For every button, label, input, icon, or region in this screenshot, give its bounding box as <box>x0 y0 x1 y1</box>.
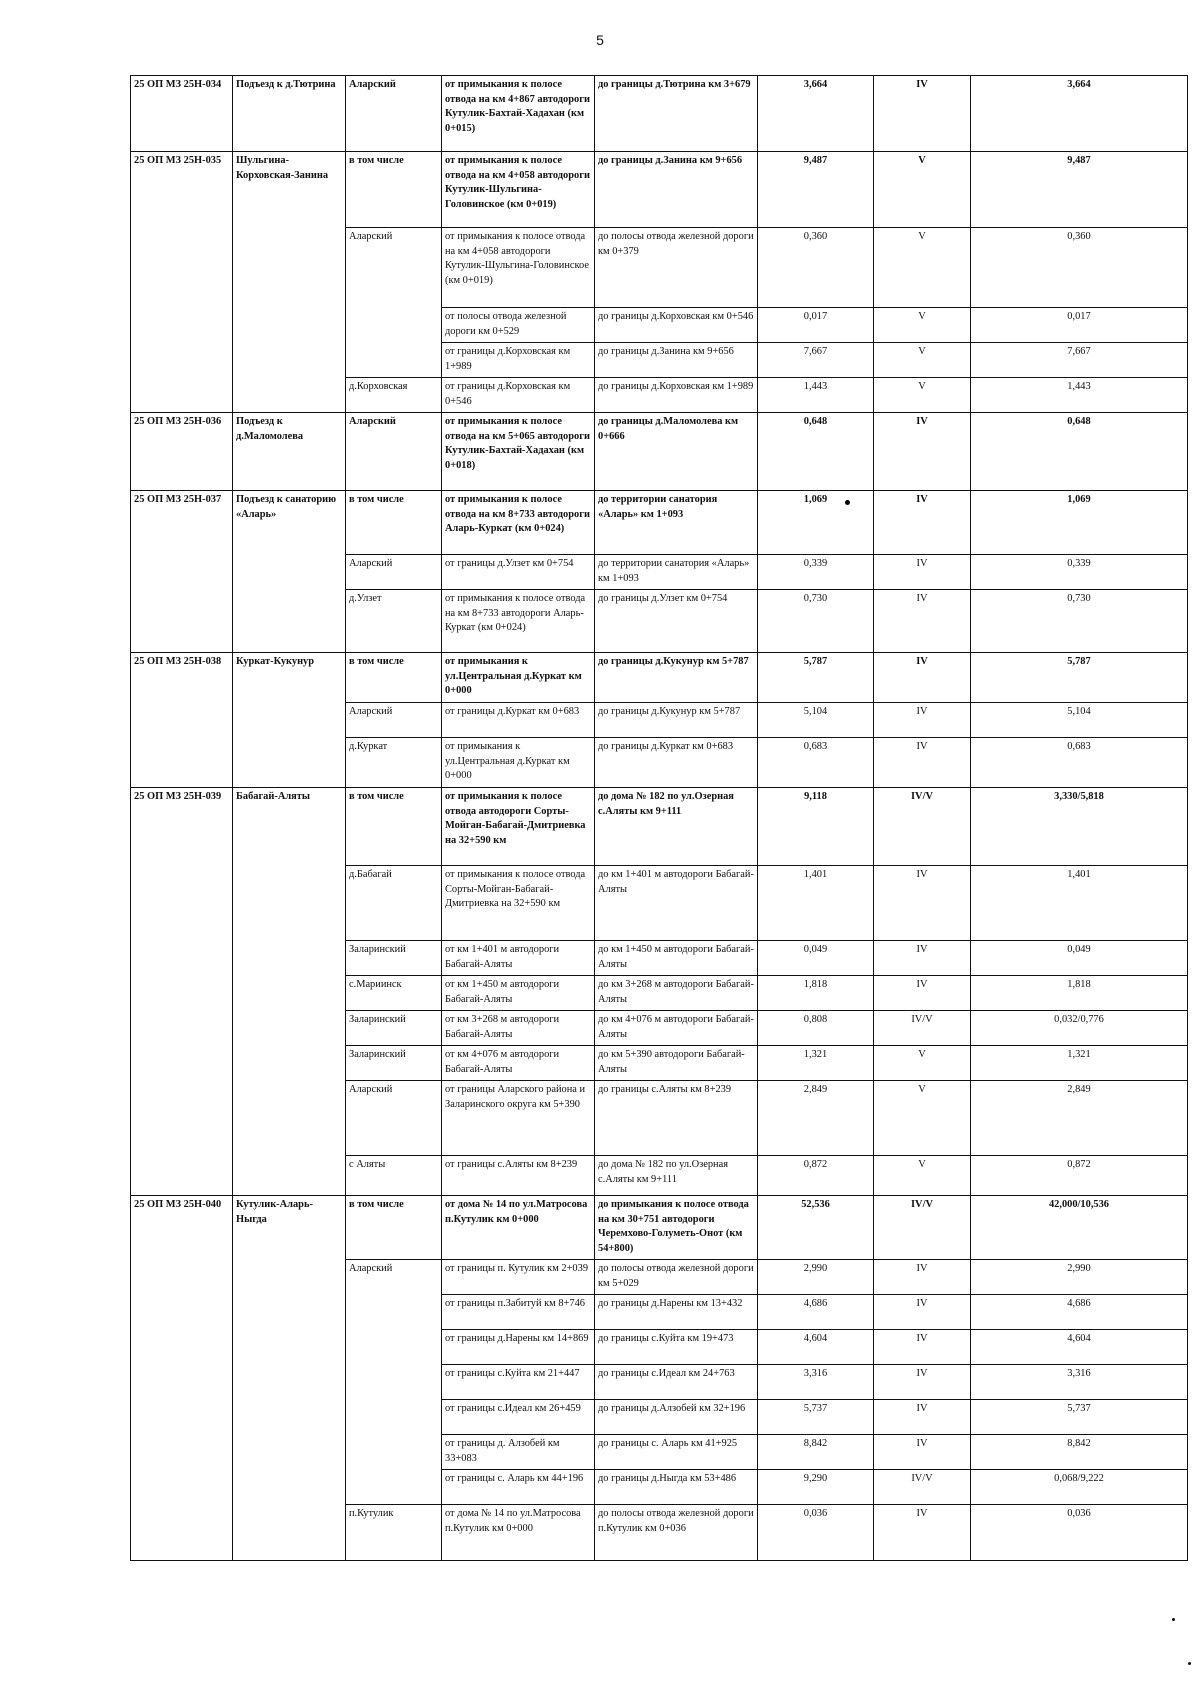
area-cell: Аларский <box>346 703 442 738</box>
category-cell: IV <box>874 1295 971 1330</box>
to-cell: до границы с. Аларь км 41+925 <box>595 1435 758 1470</box>
road-name: Куркат-Кукунур <box>233 653 346 788</box>
to-cell: до границы д.Тютрина км 3+679 <box>595 76 758 152</box>
length-by-category-cell: 3,664 <box>971 76 1188 152</box>
length-cell: 1,321 <box>758 1046 874 1081</box>
category-cell: V <box>874 343 971 378</box>
length-cell: 5,104 <box>758 703 874 738</box>
length-cell: 0,872 <box>758 1156 874 1196</box>
category-cell: V <box>874 152 971 228</box>
length-cell: 4,686 <box>758 1295 874 1330</box>
length-by-category-cell: 0,360 <box>971 228 1188 308</box>
category-cell: V <box>874 228 971 308</box>
length-cell: 7,667 <box>758 343 874 378</box>
length-by-category-cell: 0,683 <box>971 738 1188 788</box>
to-cell: до границы д.Ныгда км 53+486 <box>595 1470 758 1505</box>
area-cell: Заларинский <box>346 1011 442 1046</box>
length-cell: 52,536 <box>758 1196 874 1260</box>
category-cell: IV <box>874 76 971 152</box>
to-cell: до границы д.Улзет км 0+754 <box>595 590 758 653</box>
from-cell: от примыкания к полосе отвода на км 8+733 автодороги Аларь-Куркат (км 0+024) <box>442 491 595 555</box>
length-cell: 0,648 <box>758 413 874 491</box>
length-by-category-cell: 8,842 <box>971 1435 1188 1470</box>
from-cell: от границы д.Нарены км 14+869 <box>442 1330 595 1365</box>
from-cell: от границы д.Улзет км 0+754 <box>442 555 595 590</box>
to-cell: до дома № 182 по ул.Озерная с.Аляты км 9+111 <box>595 1156 758 1196</box>
length-cell: 0,730 <box>758 590 874 653</box>
length-cell: 5,737 <box>758 1400 874 1435</box>
area-cell: Заларинский <box>346 1046 442 1081</box>
length-by-category-cell: 5,787 <box>971 653 1188 703</box>
to-cell: до границы д.Алзобей км 32+196 <box>595 1400 758 1435</box>
to-cell: до дома № 182 по ул.Озерная с.Аляты км 9+111 <box>595 788 758 866</box>
category-cell: V <box>874 378 971 413</box>
from-cell: от км 1+401 м автодороги Бабагай-Аляты <box>442 941 595 976</box>
area-cell: в том числе <box>346 788 442 866</box>
road-code: 25 ОП МЗ 25Н-040 <box>131 1196 233 1561</box>
to-cell: до территории санатория «Аларь» км 1+093 <box>595 491 758 555</box>
area-cell: Аларский <box>346 1081 442 1156</box>
road-name: Подъезд к д.Тютрина <box>233 76 346 152</box>
area-cell: в том числе <box>346 1196 442 1260</box>
from-cell: от примыкания к полосе отвода на км 8+733 автодороги Аларь-Куркат (км 0+024) <box>442 590 595 653</box>
to-cell: до км 4+076 м автодороги Бабагай-Аляты <box>595 1011 758 1046</box>
length-cell: 0,808 <box>758 1011 874 1046</box>
area-cell: Аларский <box>346 1260 442 1505</box>
length-cell: 3,664 <box>758 76 874 152</box>
category-cell: IV <box>874 1260 971 1295</box>
length-by-category-cell: 0,339 <box>971 555 1188 590</box>
to-cell: до границы д.Корховская км 0+546 <box>595 308 758 343</box>
scan-dot <box>845 500 850 505</box>
from-cell: от границы д.Корховская км 1+989 <box>442 343 595 378</box>
length-cell: 2,849 <box>758 1081 874 1156</box>
road-code: 25 ОП МЗ 25Н-036 <box>131 413 233 491</box>
to-cell: до границы с.Идеал км 24+763 <box>595 1365 758 1400</box>
area-cell: д.Улзет <box>346 590 442 653</box>
to-cell: до границы д.Занина км 9+656 <box>595 343 758 378</box>
length-cell: 0,049 <box>758 941 874 976</box>
road-name: Кутулик-Аларь-Ныгда <box>233 1196 346 1561</box>
length-by-category-cell: 9,487 <box>971 152 1188 228</box>
area-cell: с Аляты <box>346 1156 442 1196</box>
area-cell: д.Куркат <box>346 738 442 788</box>
category-cell: IV <box>874 1435 971 1470</box>
length-cell: 8,842 <box>758 1435 874 1470</box>
to-cell: до границы с.Аляты км 8+239 <box>595 1081 758 1156</box>
length-by-category-cell: 1,818 <box>971 976 1188 1011</box>
length-by-category-cell: 4,686 <box>971 1295 1188 1330</box>
length-by-category-cell: 0,049 <box>971 941 1188 976</box>
to-cell: до границы с.Куйта км 19+473 <box>595 1330 758 1365</box>
from-cell: от границы с. Аларь км 44+196 <box>442 1470 595 1505</box>
category-cell: IV <box>874 555 971 590</box>
to-cell: до полосы отвода железной дороги км 0+379 <box>595 228 758 308</box>
length-by-category-cell: 42,000/10,536 <box>971 1196 1188 1260</box>
area-cell: п.Кутулик <box>346 1505 442 1561</box>
scan-speck <box>1172 1618 1175 1621</box>
length-by-category-cell: 2,849 <box>971 1081 1188 1156</box>
to-cell: до км 1+401 м автодороги Бабагай-Аляты <box>595 866 758 941</box>
category-cell: IV <box>874 413 971 491</box>
category-cell: IV <box>874 941 971 976</box>
area-cell: с.Мариинск <box>346 976 442 1011</box>
table-row <box>131 491 1188 555</box>
length-by-category-cell: 0,648 <box>971 413 1188 491</box>
length-cell: 2,990 <box>758 1260 874 1295</box>
length-by-category-cell: 0,730 <box>971 590 1188 653</box>
area-cell: Аларский <box>346 413 442 491</box>
length-cell: 0,339 <box>758 555 874 590</box>
length-by-category-cell: 4,604 <box>971 1330 1188 1365</box>
to-cell: до км 1+450 м автодороги Бабагай-Аляты <box>595 941 758 976</box>
to-cell: до км 5+390 автодороги Бабагай-Аляты <box>595 1046 758 1081</box>
table-row <box>131 653 1188 703</box>
from-cell: от км 4+076 м автодороги Бабагай-Аляты <box>442 1046 595 1081</box>
road-name: Подъезд к д.Маломолева <box>233 413 346 491</box>
table-row <box>131 788 1188 866</box>
road-name: Подъезд к санаторию «Аларь» <box>233 491 346 653</box>
from-cell: от примыкания к полосе отвода автодороги Сорты-Мойган-Бабагай-Дмитриевка на 32+590 км <box>442 788 595 866</box>
category-cell: IV <box>874 491 971 555</box>
table-row <box>131 76 1188 152</box>
length-cell: 3,316 <box>758 1365 874 1400</box>
from-cell: от дома № 14 по ул.Матросова п.Кутулик км 0+000 <box>442 1505 595 1561</box>
roads-table <box>130 75 1188 1561</box>
from-cell: от примыкания к полосе отвода на км 5+065 автодороги Кутулик-Бахтай-Хадахан (км 0+018) <box>442 413 595 491</box>
area-cell: Заларинский <box>346 941 442 976</box>
to-cell: до полосы отвода железной дороги км 5+029 <box>595 1260 758 1295</box>
length-cell: 9,290 <box>758 1470 874 1505</box>
to-cell: до границы д.Корховская км 1+989 <box>595 378 758 413</box>
category-cell: V <box>874 1156 971 1196</box>
from-cell: от границы д.Куркат км 0+683 <box>442 703 595 738</box>
category-cell: IV/V <box>874 1196 971 1260</box>
length-cell: 0,036 <box>758 1505 874 1561</box>
road-code: 25 ОП МЗ 25Н-039 <box>131 788 233 1196</box>
to-cell: до границы д.Кукунур км 5+787 <box>595 653 758 703</box>
road-code: 25 ОП МЗ 25Н-037 <box>131 491 233 653</box>
from-cell: от примыкания к полосе отвода на км 4+058 автодороги Кутулик-Шульгина-Головинское (км 0+019) <box>442 152 595 228</box>
area-cell: Аларский <box>346 76 442 152</box>
road-name: Шульгина-Корховская-Занина <box>233 152 346 413</box>
table-row <box>131 152 1188 228</box>
length-by-category-cell: 3,316 <box>971 1365 1188 1400</box>
category-cell: V <box>874 1046 971 1081</box>
length-by-category-cell: 7,667 <box>971 343 1188 378</box>
from-cell: от границы п.Забитуй км 8+746 <box>442 1295 595 1330</box>
area-cell: Аларский <box>346 228 442 378</box>
category-cell: IV <box>874 738 971 788</box>
length-by-category-cell: 0,017 <box>971 308 1188 343</box>
length-cell: 1,818 <box>758 976 874 1011</box>
category-cell: IV <box>874 1330 971 1365</box>
area-cell: в том числе <box>346 491 442 555</box>
road-code: 25 ОП МЗ 25Н-034 <box>131 76 233 152</box>
length-by-category-cell: 0,036 <box>971 1505 1188 1561</box>
length-cell: 1,069 <box>758 491 874 555</box>
category-cell: IV <box>874 1400 971 1435</box>
from-cell: от км 1+450 м автодороги Бабагай-Аляты <box>442 976 595 1011</box>
length-cell: 0,017 <box>758 308 874 343</box>
category-cell: IV/V <box>874 788 971 866</box>
length-cell: 4,604 <box>758 1330 874 1365</box>
area-cell: Аларский <box>346 555 442 590</box>
length-cell: 5,787 <box>758 653 874 703</box>
category-cell: IV/V <box>874 1011 971 1046</box>
category-cell: V <box>874 1081 971 1156</box>
category-cell: V <box>874 308 971 343</box>
category-cell: IV <box>874 866 971 941</box>
from-cell: от дома № 14 по ул.Матросова п.Кутулик км 0+000 <box>442 1196 595 1260</box>
from-cell: от примыкания к полосе отвода на км 4+058 автодороги Кутулик-Шульгина-Головинское (км 0+019) <box>442 228 595 308</box>
scan-speck <box>1188 1662 1191 1665</box>
road-code: 25 ОП МЗ 25Н-038 <box>131 653 233 788</box>
to-cell: до границы д.Маломолева км 0+666 <box>595 413 758 491</box>
road-code: 25 ОП МЗ 25Н-035 <box>131 152 233 413</box>
length-cell: 1,443 <box>758 378 874 413</box>
to-cell: до полосы отвода железной дороги п.Кутулик км 0+036 <box>595 1505 758 1561</box>
page-number: 5 <box>596 32 604 48</box>
length-by-category-cell: 1,443 <box>971 378 1188 413</box>
to-cell: до границы д.Кукунур км 5+787 <box>595 703 758 738</box>
length-cell: 0,683 <box>758 738 874 788</box>
length-by-category-cell: 1,321 <box>971 1046 1188 1081</box>
from-cell: от примыкания к ул.Центральная д.Куркат км 0+000 <box>442 653 595 703</box>
from-cell: от примыкания к полосе отвода Сорты-Мойган-Бабагай-Дмитриевка на 32+590 км <box>442 866 595 941</box>
from-cell: от границы с.Аляты км 8+239 <box>442 1156 595 1196</box>
length-by-category-cell: 2,990 <box>971 1260 1188 1295</box>
category-cell: IV <box>874 1505 971 1561</box>
from-cell: от км 3+268 м автодороги Бабагай-Аляты <box>442 1011 595 1046</box>
from-cell: от примыкания к полосе отвода на км 4+867 автодороги Кутулик-Бахтай-Хадахан (км 0+015) <box>442 76 595 152</box>
area-cell: в том числе <box>346 653 442 703</box>
from-cell: от границы д.Корховская км 0+546 <box>442 378 595 413</box>
length-by-category-cell: 3,330/5,818 <box>971 788 1188 866</box>
length-cell: 9,118 <box>758 788 874 866</box>
from-cell: от границы с.Куйта км 21+447 <box>442 1365 595 1400</box>
to-cell: до границы д.Нарены км 13+432 <box>595 1295 758 1330</box>
from-cell: от примыкания к ул.Центральная д.Куркат км 0+000 <box>442 738 595 788</box>
category-cell: IV <box>874 976 971 1011</box>
road-name: Бабагай-Аляты <box>233 788 346 1196</box>
length-by-category-cell: 0,032/0,776 <box>971 1011 1188 1046</box>
area-cell: д.Корховская <box>346 378 442 413</box>
length-by-category-cell: 5,737 <box>971 1400 1188 1435</box>
from-cell: от границы д. Алзобей км 33+083 <box>442 1435 595 1470</box>
length-by-category-cell: 5,104 <box>971 703 1188 738</box>
from-cell: от границы с.Идеал км 26+459 <box>442 1400 595 1435</box>
length-by-category-cell: 1,069 <box>971 491 1188 555</box>
to-cell: до территории санатория «Аларь» км 1+093 <box>595 555 758 590</box>
from-cell: от границы п. Кутулик км 2+039 <box>442 1260 595 1295</box>
table-row <box>131 413 1188 491</box>
to-cell: до границы д.Куркат км 0+683 <box>595 738 758 788</box>
category-cell: IV <box>874 1365 971 1400</box>
length-by-category-cell: 1,401 <box>971 866 1188 941</box>
length-cell: 0,360 <box>758 228 874 308</box>
length-by-category-cell: 0,872 <box>971 1156 1188 1196</box>
category-cell: IV <box>874 590 971 653</box>
category-cell: IV <box>874 653 971 703</box>
length-cell: 1,401 <box>758 866 874 941</box>
category-cell: IV <box>874 703 971 738</box>
to-cell: до примыкания к полосе отвода на км 30+751 автодороги Черемхово-Голуметь-Онот (км 54+800) <box>595 1196 758 1260</box>
length-cell: 9,487 <box>758 152 874 228</box>
from-cell: от полосы отвода железной дороги км 0+529 <box>442 308 595 343</box>
category-cell: IV/V <box>874 1470 971 1505</box>
area-cell: в том числе <box>346 152 442 228</box>
table-row <box>131 1196 1188 1260</box>
area-cell: д.Бабагай <box>346 866 442 941</box>
from-cell: от границы Аларского района и Заларинского округа км 5+390 <box>442 1081 595 1156</box>
length-by-category-cell: 0,068/9,222 <box>971 1470 1188 1505</box>
to-cell: до границы д.Занина км 9+656 <box>595 152 758 228</box>
to-cell: до км 3+268 м автодороги Бабагай-Аляты <box>595 976 758 1011</box>
